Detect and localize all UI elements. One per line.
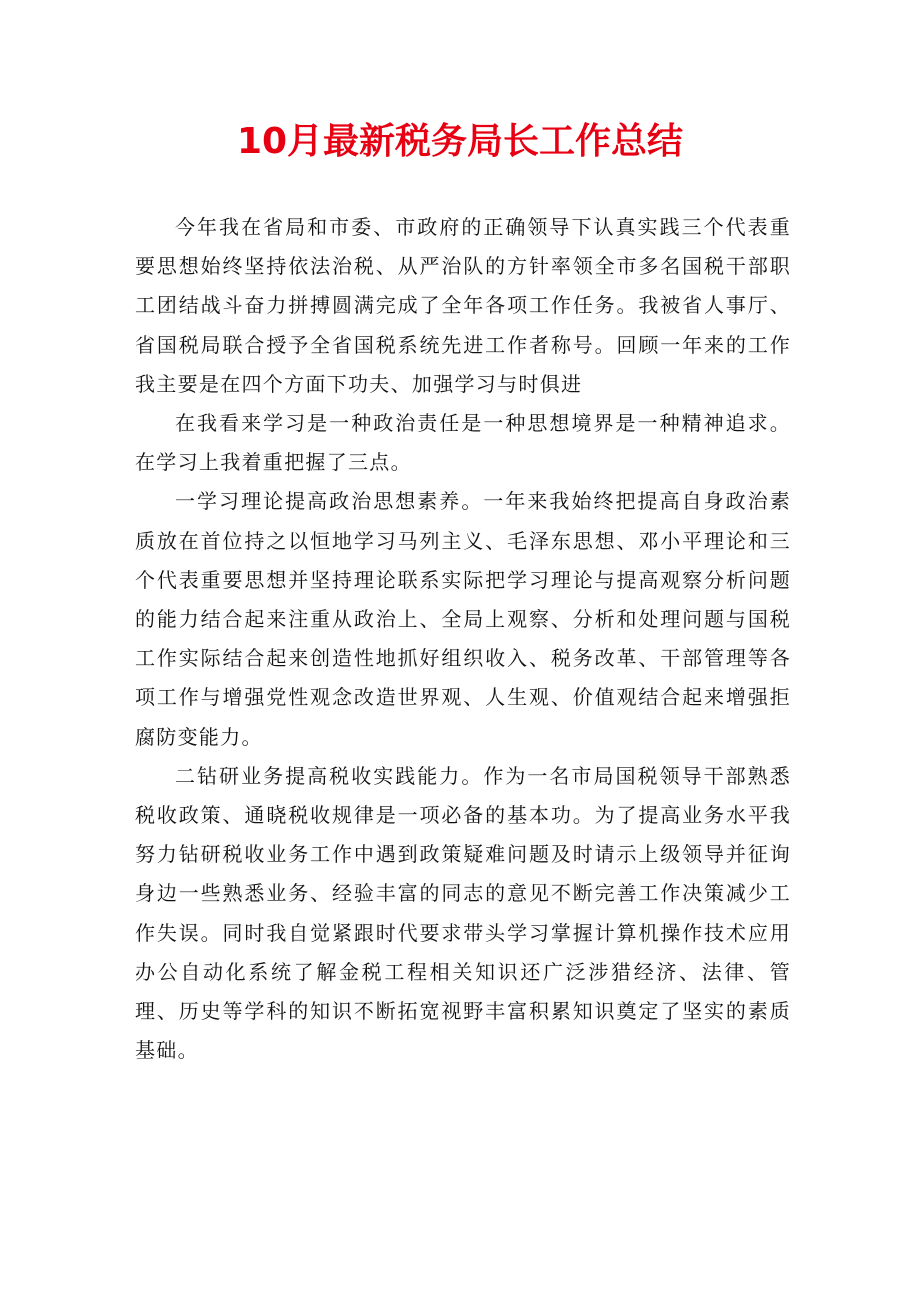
document-title: 10月最新税务局长工作总结 — [236, 121, 684, 162]
paragraph-intro: 今年我在省局和市委、市政府的正确领导下认真实践三个代表重要思想始终坚持依法治税、从严治队的方针率领全市多名国税干部职工团结战斗奋力拼搏圆满完成了全年各项工作任务。我被省人事厅、省国税局联合授予全省国税系统先进工作者称号。回顾一年来的工作我主要是在四个方面下功夫、加强学习与时俱进 — [135, 215, 791, 396]
document-body — [135, 208, 791, 1070]
paragraph-study: 在我看来学习是一种政治责任是一种思想境界是一种精神追求。在学习上我着重把握了三点。 — [135, 411, 791, 475]
paragraph-business: 二钻研业务提高税收实践能力。作为一名市局国税领导干部熟悉税收政策、通晓税收规律是一项必备的基本功。为了提高业务水平我努力钻研税收业务工作中遇到政策疑难问题及时请示上级领导并征询身边一些熟悉业务、经验丰富的同志的意见不断完善工作决策减少工作失误。同时我自觉紧跟时代要求带头学习掌握计算机操作技术应用办公自动化系统了解金税工程相关知识还广泛涉猎经济、法律、管理、历史等学科的知识不断拓宽视野丰富积累知识奠定了坚实的素质基础。 — [135, 763, 791, 1063]
paragraph-theory: 一学习理论提高政治思想素养。一年来我始终把提高自身政治素质放在首位持之以恒地学习马列主义、毛泽东思想、邓小平理论和三个代表重要思想并坚持理论联系实际把学习理论与提高观察分析问题的能力结合起来注重从政治上、全局上观察、分析和处理问题与国税工作实际结合起来创造性地抓好组织收入、税务改革、干部管理等各项工作与增强党性观念改造世界观、人生观、价值观结合起来增强拒腐防变能力。 — [135, 489, 791, 749]
